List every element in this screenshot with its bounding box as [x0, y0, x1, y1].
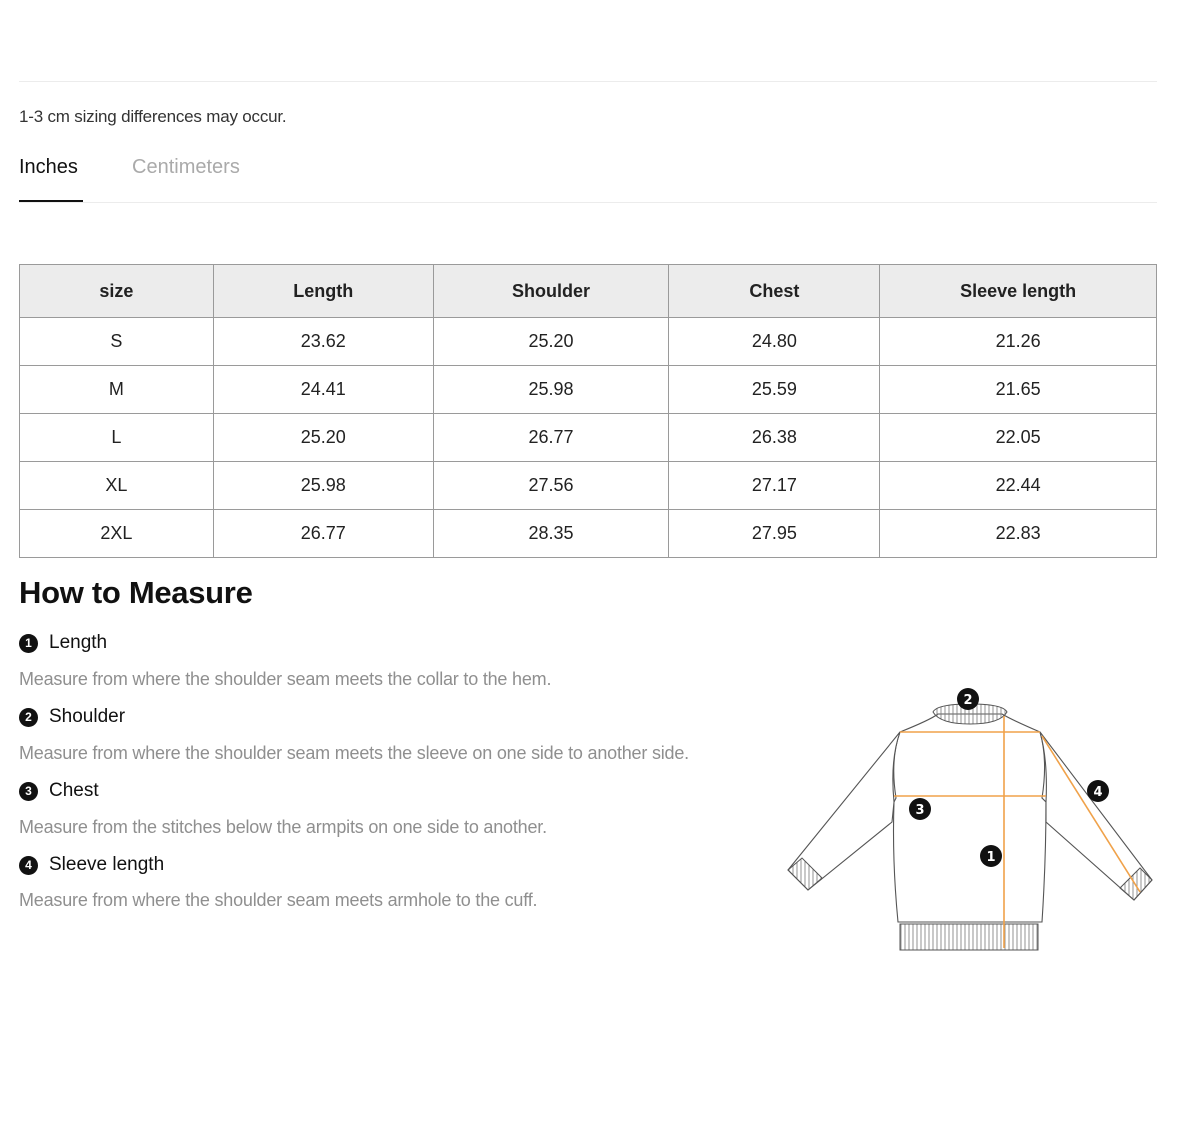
table-header-row — [20, 265, 1157, 318]
sizing-note: 1-3 cm sizing differences may occur. — [19, 107, 287, 126]
header-chest: Chest — [669, 265, 880, 318]
table-cell: 22.05 — [880, 414, 1157, 462]
table-cell: 25.20 — [213, 414, 433, 462]
header-size: size — [20, 265, 214, 318]
step-description: Measure from where the shoulder seam meets the collar to the hem. — [19, 669, 552, 689]
step-description: Measure from where the shoulder seam meets armhole to the cuff. — [19, 890, 538, 910]
table-cell: 22.83 — [880, 510, 1157, 558]
number-4-icon: 4 — [19, 856, 38, 875]
tab-centimeters[interactable]: Centimeters — [132, 156, 240, 178]
step-title: Chest — [49, 780, 99, 801]
table-cell: 25.59 — [669, 366, 880, 414]
header-length: Length — [213, 265, 433, 318]
table-cell: L — [20, 414, 214, 462]
table-cell: 25.20 — [433, 318, 669, 366]
diagram-marker-3: 3 — [915, 803, 925, 818]
size-table — [19, 264, 1157, 558]
table-cell: 24.80 — [669, 318, 880, 366]
header-shoulder: Shoulder — [433, 265, 669, 318]
number-3-icon: 3 — [19, 782, 38, 801]
table-row — [20, 318, 1157, 366]
table-cell: M — [20, 366, 214, 414]
step-sleeve-length — [19, 854, 164, 876]
table-cell: 25.98 — [213, 462, 433, 510]
table-cell: 22.44 — [880, 462, 1157, 510]
table-cell: 28.35 — [433, 510, 669, 558]
table-row — [20, 510, 1157, 558]
table-cell: 27.17 — [669, 462, 880, 510]
number-1-icon: 1 — [19, 634, 38, 653]
diagram-marker-4: 4 — [1093, 785, 1103, 800]
step-title: Length — [49, 632, 108, 653]
step-length — [19, 632, 107, 654]
sweater-measure-diagram — [780, 680, 1160, 960]
table-cell: 26.77 — [213, 510, 433, 558]
step-title: Shoulder — [49, 706, 126, 727]
table-cell: 25.98 — [433, 366, 669, 414]
number-2-icon: 2 — [19, 708, 38, 727]
how-to-measure-title: How to Measure — [19, 575, 253, 610]
unit-tabs — [19, 150, 1157, 203]
diagram-marker-1: 1 — [986, 850, 996, 865]
table-cell: 26.38 — [669, 414, 880, 462]
step-description: Measure from the stitches below the armpits on one side to another. — [19, 817, 547, 837]
table-cell: S — [20, 318, 214, 366]
table-row — [20, 414, 1157, 462]
table-cell: 27.95 — [669, 510, 880, 558]
table-cell: 21.65 — [880, 366, 1157, 414]
step-title: Sleeve length — [49, 854, 165, 875]
table-row — [20, 366, 1157, 414]
table-cell: 24.41 — [213, 366, 433, 414]
header-sleeve-length: Sleeve length — [880, 265, 1157, 318]
step-shoulder — [19, 706, 125, 728]
table-cell: 27.56 — [433, 462, 669, 510]
table-cell: 2XL — [20, 510, 214, 558]
table-cell: 21.26 — [880, 318, 1157, 366]
diagram-marker-2: 2 — [963, 693, 973, 708]
table-row — [20, 462, 1157, 510]
active-tab-indicator — [19, 200, 83, 202]
table-cell: XL — [20, 462, 214, 510]
table-cell: 23.62 — [213, 318, 433, 366]
table-cell: 26.77 — [433, 414, 669, 462]
step-description: Measure from where the shoulder seam meets the sleeve on one side to another side. — [19, 743, 689, 763]
top-divider — [19, 81, 1157, 82]
tab-inches[interactable]: Inches — [19, 156, 78, 178]
step-chest — [19, 780, 99, 802]
